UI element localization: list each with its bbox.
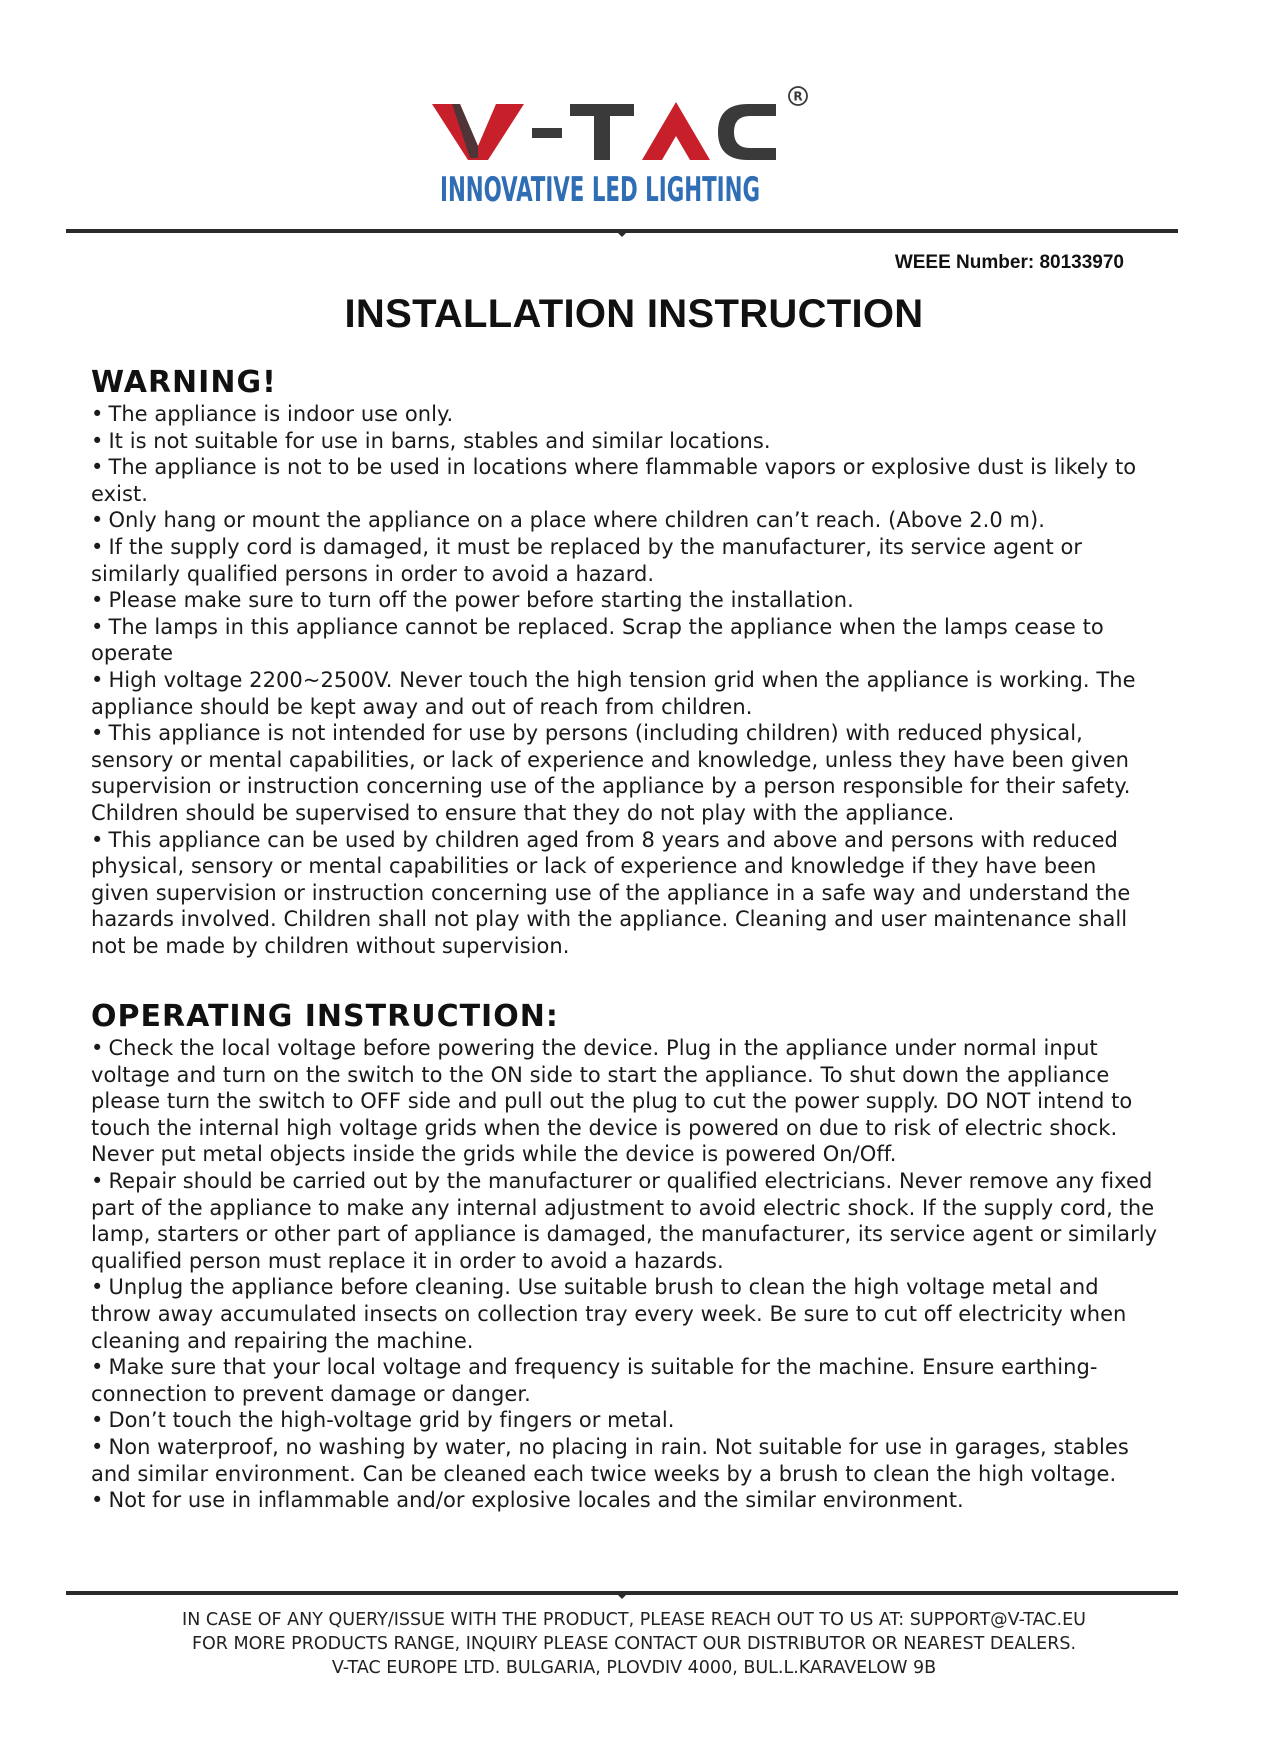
warning-heading: WARNING! [91, 365, 277, 400]
bullet-icon: • [91, 1434, 104, 1459]
brand-logo [430, 88, 820, 213]
operating-heading: OPERATING INSTRUCTION: [91, 999, 559, 1034]
bullet-icon: • [91, 1168, 104, 1193]
header-divider-notch [617, 232, 627, 237]
warning-item: • The appliance is not to be used in locations where flammable vapors or explosive dust is likely to exist. [91, 455, 1137, 506]
operating-item: • Not for use in inflammable and/or explosive locales and the similar environment. [91, 1488, 964, 1513]
bullet-icon: • [91, 1408, 104, 1433]
operating-item: • Make sure that your local voltage and frequency is suitable for the machine. Ensure earthing-connection to prevent damage or danger. [91, 1355, 1098, 1406]
document-title: INSTALLATION INSTRUCTION [344, 292, 924, 336]
operating-item: • Repair should be carried out by the manufacturer or qualified electricians. Never remove any fixed part of the appliance to make any internal adjustment to avoid electric shock. If the supply cord, the lamp, starters or other part of appliance is damaged, the manufacturer, its service agent or similarly qualified person must replace it in order to avoid a hazards. [91, 1168, 1158, 1273]
footer-dealers-line: FOR MORE PRODUCTS RANGE, INQUIRY PLEASE CONTACT OUR DISTRIBUTOR OR NEAREST DEALERS. [191, 1634, 1077, 1654]
warning-section [91, 365, 1161, 959]
operating-item: • Don’t touch the high-voltage grid by fingers or metal. [91, 1408, 675, 1433]
v-tac-logo-graphic [430, 88, 820, 213]
logo-letter-c [718, 104, 776, 160]
bullet-icon: • [91, 1275, 104, 1300]
bullet-icon: • [91, 508, 104, 533]
weee-number: WEEE Number: 80133970 [894, 252, 1124, 273]
bullet-icon: • [91, 721, 104, 746]
bullet-icon: • [91, 827, 104, 852]
operating-section [91, 999, 1161, 1514]
header-divider [66, 229, 1178, 233]
warning-item: • It is not suitable for use in barns, stables and similar locations. [91, 428, 771, 453]
bullet-icon: • [91, 667, 104, 692]
warning-item: • If the supply cord is damaged, it must be replaced by the manufacturer, its service agent or similarly qualified persons in order to avoid a hazard. [91, 534, 1083, 586]
bullet-icon: • [91, 534, 104, 559]
bullet-icon: • [91, 614, 104, 639]
registered-mark-letter: R [793, 89, 803, 104]
logo-dash [532, 128, 562, 138]
operating-item: • Unplug the appliance before cleaning. Use suitable brush to clean the high voltage metal and throw away accumulated insects on collection tray every week. Be sure to cut off electricity when cleaning and repairing the machine. [91, 1275, 1127, 1353]
warning-item: • The lamps in this appliance cannot be replaced. Scrap the appliance when the lamps cease to operate [91, 614, 1104, 666]
warning-item: • Only hang or mount the appliance on a place where children can’t reach. (Above 2.0 m). [91, 508, 1045, 533]
operating-item: • Check the local voltage before powering the device. Plug in the appliance under normal input voltage and turn on the switch to the ON side to start the appliance. To shut down the appliance please turn the switch to OFF side and pull out the plug to cut the power supply. DO NOT intend to touch the internal high voltage grids when the device is powered on due to risk of electric shock. Never put metal objects inside the grids while the device is powered On/Off. [91, 1036, 1133, 1167]
warning-item: • This appliance can be used by children aged from 8 years and above and persons with reduced physical, sensory or mental capabilities or lack of experience and knowledge if they have been given supervision or instruction concerning use of the appliance in a safe way and understand the hazards involved. Children shall not play with the appliance. Cleaning and user maintenance shall not be made by children without supervision. [91, 827, 1131, 958]
logo-letter-t-stem [594, 104, 610, 160]
bullet-icon: • [91, 455, 104, 480]
warning-item: • High voltage 2200~2500V. Never touch the high tension grid when the appliance is working. The appliance should be kept away and out of reach from children. [91, 667, 1136, 719]
footer-address-line: V-TAC EUROPE LTD. BULGARIA, PLOVDIV 4000, BUL.L.KARAVELOW 9B [331, 1658, 937, 1678]
warning-item: • The appliance is indoor use only. [91, 402, 454, 426]
bullet-icon: • [91, 1488, 104, 1513]
warning-item: • This appliance is not intended for use by persons (including children) with reduced physical, sensory or mental capabilities, or lack of experience and knowledge, unless they have been given supervision or instruction concerning use of the appliance by a person responsible for their safety. Children should be supervised to ensure that they do not play with the appliance. [91, 721, 1131, 825]
warning-item: • Please make sure to turn off the power before starting the installation. [91, 588, 854, 613]
bullet-icon: • [91, 402, 104, 426]
brand-tagline: INNOVATIVE LED LIGHTING [440, 170, 760, 210]
bullet-icon: • [91, 1036, 104, 1060]
operating-item: • Non waterproof, no washing by water, no placing in rain. Not suitable for use in garages, stables and similar environment. Can be cleaned each twice weeks by a brush to clean the high voltage. [91, 1434, 1129, 1486]
warning-list [91, 401, 1161, 959]
operating-list [91, 1035, 1161, 1514]
footer-divider [66, 1591, 1178, 1595]
bullet-icon: • [91, 1355, 104, 1380]
bullet-icon: • [91, 588, 104, 613]
footer-support-line: IN CASE OF ANY QUERY/ISSUE WITH THE PRODUCT, PLEASE REACH OUT TO US AT: SUPPORT@V-TAC.EU [182, 1610, 1086, 1630]
bullet-icon: • [91, 428, 104, 453]
footer [0, 1608, 1268, 1680]
footer-divider-notch [617, 1594, 627, 1599]
